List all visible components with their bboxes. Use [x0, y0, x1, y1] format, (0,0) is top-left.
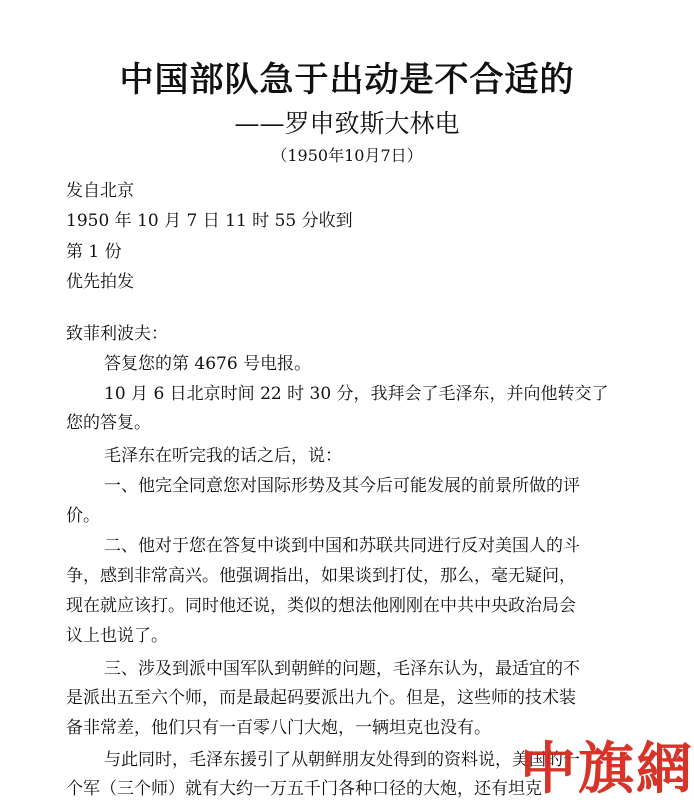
body-line: 备非常差，他们只有一百零八门大炮，一辆坦克也没有。	[66, 718, 491, 738]
body-line: 二、他对于您在答复中谈到中国和苏联共同进行反对美国人的斗	[104, 536, 580, 556]
body-line: 议上也说了。	[66, 626, 168, 646]
salutation: 致菲利波夫：	[66, 324, 168, 344]
body-line: 现在就应该打。同时他还说，类似的想法他刚刚在中共中央政治局会	[66, 596, 576, 616]
body-line: 您的答复。	[66, 413, 151, 433]
meta-origin: 发自北京	[66, 181, 134, 201]
body-line: 答复您的第 4676 号电报。	[104, 354, 312, 374]
document-date: （1950年10月7日）	[271, 146, 423, 165]
body-line: 个军（三个师）就有大约一万五千门各种口径的大炮，还有坦克	[66, 779, 542, 799]
meta-received: 1950 年 10 月 7 日 11 时 55 分收到	[66, 211, 353, 231]
body-line: 与此同时，毛泽东援引了从朝鲜朋友处得到的资料说，美国的一	[104, 750, 580, 770]
body-line: 一、他完全同意您对国际形势及其今后可能发展的前景所做的评	[104, 476, 580, 496]
watermark-logo: 中旗網	[520, 736, 694, 802]
body-line: 价。	[66, 506, 100, 526]
page-subtitle: ——罗申致斯大林电	[234, 109, 460, 138]
body-line: 毛泽东在听完我的话之后，说：	[104, 446, 342, 466]
body-line: 是派出五至六个师，而是最起码要派出九个。但是，这些师的技术装	[66, 688, 576, 708]
body-line: 10 月 6 日北京时间 22 时 30 分，我拜会了毛泽东，并向他转交了	[104, 384, 609, 404]
meta-priority: 优先拍发	[66, 272, 134, 292]
page-title: 中国部队急于出动是不合适的	[119, 60, 575, 100]
body-line: 三、涉及到派中国军队到朝鲜的问题，毛泽东认为，最适宜的不	[104, 659, 580, 679]
meta-copy-number: 第 1 份	[66, 242, 122, 262]
body-line: 争，感到非常高兴。他强调指出，如果谈到打仗，那么，毫无疑问，	[66, 566, 576, 586]
